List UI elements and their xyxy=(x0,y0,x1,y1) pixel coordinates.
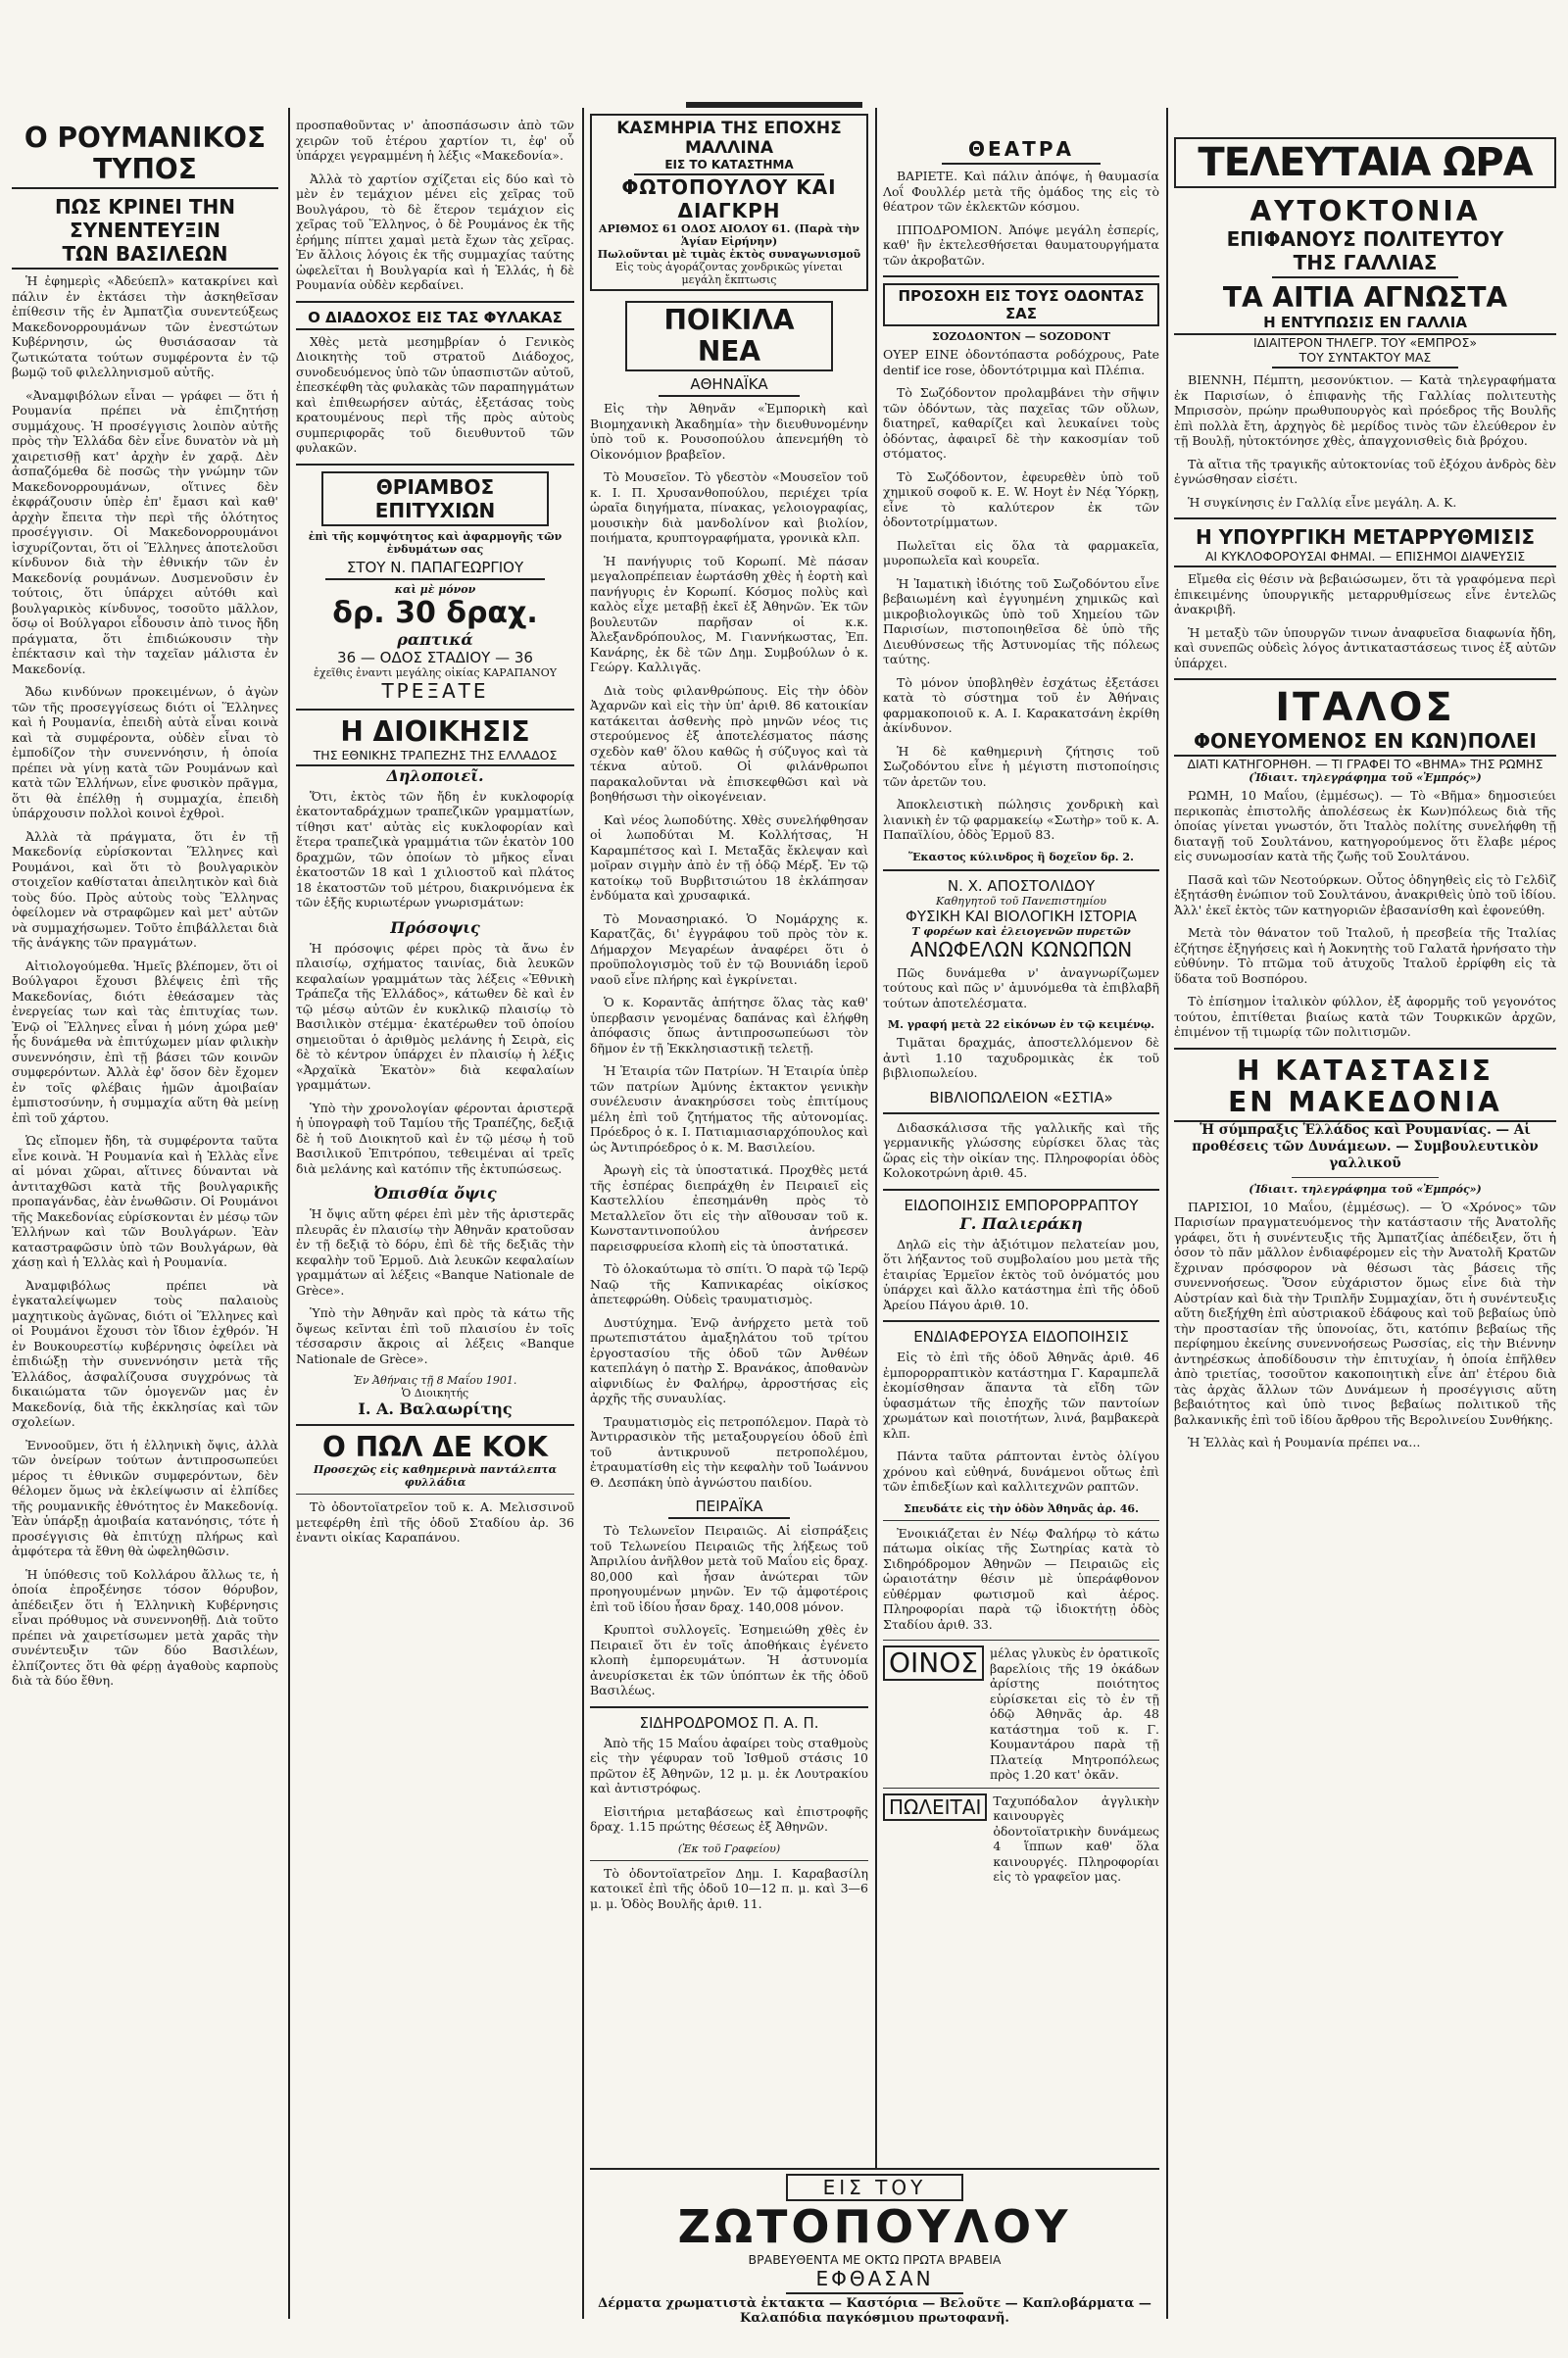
divider xyxy=(1174,678,1556,680)
subheading: Ὀπισθία ὄψις xyxy=(373,1184,497,1203)
ad-text: Μ. γραφή μετὰ 22 εἰκόνων ἐν τῷ κειμένῳ. xyxy=(887,1018,1155,1031)
article-paragraph: Πάντα ταῦτα ράπτονται ἐντὸς ὀλίγου χρόνου καὶ εὐθηνά, δυνάμενοι οὕτως ἐπὶ τῶν ἐπιδεξίων καὶ καλλιτεχνῶν ραπτῶν. xyxy=(883,1449,1159,1494)
headline-rumors: ΑΙ ΚΥΚΛΟΦΟΡΟΥΣΑΙ ΦΗΜΑΙ. — ΕΠΙΣΗΜΟΙ ΔΙΑΨΕΥΣΙΣ xyxy=(1174,549,1556,567)
ad-headline-sozodont: ΠΡΟΣΟΧΗ ΕΙΣ ΤΟΥΣ ΟΔΟΝΤΑΣ ΣΑΣ xyxy=(883,283,1159,326)
article-paragraph: Ἡ ὄψις αὕτη φέρει ἐπὶ μὲν τῆς ἀριστερᾶς πλευρᾶς ἐν πλαισίῳ τὴν Ἀθηνᾶν κρατοῦσαν ἐν τῇ δεξιᾷ τὸ δόρυ, ἐπὶ δὲ τῆς δεξιᾶς τὴν κεφαλὴν τοῦ Ἑρμοῦ. Διὰ λευκῶν κεφαλαίων γραμμάτων αἱ λέξεις «Banque Nationale de Grèce». xyxy=(296,1206,574,1298)
article-paragraph: Τιμᾶται δραχμάς, ἀποστελλόμενον δὲ ἀντὶ 1.10 ταχυδρομικὰς ἐκ τοῦ βιβλιοπωλείου. xyxy=(883,1035,1159,1080)
ad-awards: ΒΡΑΒΕΥΘΕΝΤΑ ΜΕ ΟΚΤΩ ΠΡΩΤΑ ΒΡΑΒΕΙΑ xyxy=(748,2252,1002,2267)
ad-book-title: ΦΥΣΙΚΗ ΚΑΙ ΒΙΟΛΟΓΙΚΗ ΙΣΤΟΡΙΑ xyxy=(906,907,1137,925)
article-paragraph: ΒΙΕΝΝΗ, Πέμπτη, μεσονύκτιον. — Κατὰ τηλεγραφήματα ἐκ Παρισίων, ὁ ἐπιφανὴς τῆς Γαλλίας πολιτευτὴς Μπρισσὸν, πρώην πρωθυπουργὸς καὶ πρόεδρος τῆς Βουλῆς ἐπὶ πολλὰ ἔτη, ἀρχηγὸς δὲ μερίδος τινὸς τῶν ἐλεύθερον ἐν τῇ Βουλῇ, ηὐτοκτόνησε χθὲς, ἀπαγχονισθεὶς διὰ βρόχου. xyxy=(1174,372,1556,448)
ad-author: Ν. Χ. ΑΠΟΣΤΟΛΙΔΟΥ xyxy=(947,876,1096,895)
divider xyxy=(883,275,1159,277)
ad-headline: ΠΩΛΕΙΤΑΙ xyxy=(883,1793,987,1821)
ad-headline-pol-de-kok: Ο ΠΩΛ ΔΕ ΚΟΚ xyxy=(322,1431,548,1463)
headline-kings: ΤΩΝ ΒΑΣΙΛΕΩΝ xyxy=(12,242,278,270)
article-paragraph: Ἀπὸ τῆς 15 Μαΐου ἀφαίρει τοὺς σταθμοὺς εἰς τὴν γέφυραν τοῦ Ἰσθμοῦ στάσις 10 πρῶτον ἐξ Ἀθηνῶν, 12 μ. μ. ἐκ Λουτρακίου καὶ ἀντιστρόφως. xyxy=(590,1735,868,1795)
divider xyxy=(883,1640,1159,1641)
article-source: (Ἰδιαιτ. τηλεγράφημα τοῦ «Ἐμπρός») xyxy=(1249,771,1482,784)
ad-name: Γ. Παλιεράκη xyxy=(959,1213,1083,1233)
article-paragraph: Τὸ ὀδοντοϊατρεῖον τοῦ κ. Α. Μελισσινοῦ μετεφέρθη ἐπὶ τῆς ὁδοῦ Σταδίου ἀρ. 36 ἐναντι οἰκίας Καραπάνου. xyxy=(296,1499,574,1545)
ad-headline: ΚΑΣΜΗΡΙΑ ΤΗΣ ΕΠΟΧΗΣ ΜΑΛΛΙΝΑ xyxy=(616,119,842,158)
article-paragraph: Τὸ Μουσεῖον. Τὸ γδεστὸν «Μουσεῖον τοῦ κ. Ι. Π. Χρυσανθοπούλου, περιέχει τρία ὡραῖα διηγήματα, πίνακας, γελοιογραφίας, μουσικὴν διὰ μανδολίνον καὶ βιολίον, ποιήματα, κρυπτογραφήματα, γρονικὰ κλπ. xyxy=(590,469,868,545)
divider xyxy=(296,301,574,303)
article-paragraph: «Ἀναμφιβόλων εἶναι — γράφει — ὅτι ἡ Ρουμανία πρέπει νὰ ἐπιζητήσῃ συμμάχους. Ἡ προσέγγισις λοιπὸν αὐτῆς πρὸς τὴν Ἑλλάδα δὲν εἶνε δυνατὸν νὰ μὴ χαιρετισθῇ κατ' ἀρχὴν ἐν χαρᾷ. Δὲν ἀσπαζόμεθα δὲ ποσῶς τὴν γνώμην τῶν Μακεδονορρουμάνων, οἵτινες δὲν ἐκφράζουσιν ὑπὲρ ἐπ' ἔμασι καὶ καθ' ἀρχὴν ἔπειτα τὴν περὶ τῆς ὁλότητος προσέγγισιν. Οἱ Μακεδονορρουμάνοι ἰσχυρίζονται, ὅτι οἱ Ἕλληνες ἀποτελοῦσι κίνδυνον διὰ τὴν ἐθνικήν τῶν ἐν Μακεδονίᾳ ρουμάνων. Δυσμενοῦσιν ἐν τούτοις, ὅτι ὑπάρχει αὐτόθι καὶ βουλγαρικὸς κίνδυνος, τοσοῦτο μᾶλλον, ὅσῳ οἱ Βούλγαροι εἶδουσιν ἀπὸ τινος ἤδη πράγματα, ὅτι ἐπιδιώκουσιν τὴν ἐπέκτασιν καὶ τὴν ταχεῖαν μάλιστα ἐν Μακεδονίᾳ. xyxy=(12,387,278,676)
article-paragraph: Εἰς τὴν Ἀθηνᾶν «Ἐμπορικὴ καὶ Βιομηχανικὴ Ἀκαδημία» τὴν διευθυνομένην ὑπὸ τοῦ κ. Ρουσοπούλου ἀπενεμήθη τὸ Οἰκονόμιον βραβεῖον. xyxy=(590,401,868,462)
subheading: Πρόσοψις xyxy=(390,917,480,937)
article-paragraph: Διὰ τοὺς φιλανθρώπους. Εἰς τὴν ὁδὸν Ἀχαρνῶν καὶ εἰς τὴν ὑπ' ἀριθ. 86 κατοικίαν κατάκειται ἀσθενὴς πρὸ μηνῶν νέος τις στερούμενος ἐξ ἀποτελέσματος πάσης σχεδὸν καθ' ὅλου καθῶς ἡ σύζυγος καὶ τὰ τέκνα αὐτοῦ. Οἱ φιλάνθρωποι παρακαλοῦνται νὰ ἐπισκεφθῶσι καὶ νὰ βοηθήσωσι τὴν οἰκογένειαν. xyxy=(590,682,868,804)
divider xyxy=(296,1424,574,1426)
divider xyxy=(296,464,574,466)
signature-name: Ι. Α. Βαλαωρίτης xyxy=(358,1400,513,1418)
advertisement-fotopoulos xyxy=(590,114,868,291)
article-paragraph: Ἐννοοῦμεν, ὅτι ἡ ἐλληνικὴ ὄψις, ἀλλὰ τῶν ὀνείρων τούτων ἀντιπροσωπεύει μέρος τι ἐθνικῶν συμφερόντων, δὲν θέλομεν ὅμως νὰ ἐκλείψωσιν αἱ ἐλπίδες τῆς ρουμανικῆς ἐθνότητος ἐν Μακεδονίᾳ. Ἐὰν ὑπάρξῃ ἀμοιβαία κατανόησις, τότε ἡ προσέγγισις θὰ ἐπιτύχῃ πλήρως καὶ ἀμφότερα τὰ ἔθνη θὰ ὠφεληθῶσιν. xyxy=(12,1437,278,1558)
article-paragraph: Ὁ κ. Κοραντᾶς ἀπήτησε ὅλας τὰς καθ' ὑπερβασιν γενομένας δαπάνας καὶ ἐλήφθη ἀπόφασις ὅπως ἀντιπροσωπεύωσι τὸν δῆμον ἐν τῇ Ἐκκλησιαστικῇ τελετῇ. xyxy=(590,995,868,1056)
ad-for-sale xyxy=(883,1793,1159,1885)
article-paragraph: Ὑπὸ τὴν χρονολογίαν φέρονται ἀριστερᾷ ἡ ὑπογραφὴ τοῦ Ταμίου τῆς Τραπέζης, δεξιᾷ δὲ ἡ τοῦ Διοικητοῦ καὶ ἐν τῷ μέσῳ ἡ τοῦ Βασιλικοῦ Ἐπιτρόπου, τεθειμέναι αἱ τρεῖς διὰ μελάνης καὶ κατόπιν τῆς ἐκτυπώσεως. xyxy=(296,1100,574,1176)
headline-cooperation: Ἡ σύμπραξις Ἑλλάδος καὶ Ρουμανίας. — Αἱ προθέσεις τῶν Δυνάμεων. — Συμβουλευτικὸν γαλλικοῦ xyxy=(1192,1121,1539,1171)
ad-headline: ΟΙΝΟΣ xyxy=(883,1646,984,1681)
subheading: Δηλοποιεῖ. xyxy=(386,765,484,785)
section-piraeus: ΠΕΙΡΑΪΚΑ xyxy=(668,1498,790,1519)
divider xyxy=(1174,1048,1556,1050)
article-paragraph: Ἡ Ἑλλὰς καὶ ἡ Ρουμανία πρέπει να... xyxy=(1188,1435,1421,1449)
article-paragraph: Εἰσιτήρια μεταβάσεως καὶ ἐπιστροφῆς δραχ. 1.15 πρώτης θέσεως ἐξ Ἀθηνῶν. xyxy=(590,1803,868,1834)
headline-causes-unknown: ΤΑ ΑΙΤΙΑ ΑΓΝΩΣΤΑ xyxy=(1222,281,1508,314)
column-5 xyxy=(1174,137,1556,2319)
headline-railway: ΣΙΔΗΡΟΔΡΟΜΟΣ Π. Α. Π. xyxy=(639,1713,819,1732)
article-paragraph: Τὸ Μονασηριακό. Ὁ Νομάρχης κ. Καρατζᾶς, δι' ἐγγράφου τοῦ πρὸς τὸν κ. Δήμαρχον Μεγαρέων ἀναφέρει ὅτι ὁ προϋπολογισμὸς τοῦ ἐν τῷ Βουνιάδη ἱεροῦ ναοῦ εἶνε πλήρης καὶ ἐγκρίνεται. xyxy=(590,910,868,987)
headline-impression: Η ΕΝΤΥΠΩΣΙΣ ΕΝ ΓΑΛΛΙΑ xyxy=(1174,314,1556,335)
ad-headline: ΘΡΙΑΜΒΟΣ ΕΠΙΤΥΧΙΩΝ xyxy=(321,471,549,526)
ad-cta: ΤΡΕΞΑΤΕ xyxy=(381,678,489,703)
ad-address: ΑΡΙΘΜΟΣ 61 ΟΔΟΣ ΑΙΟΛΟΥ 61. (Παρὰ τὴν Ἁγίαν Εἰρήνην) xyxy=(598,222,860,248)
article-paragraph: Τὸ Τελωνεῖον Πειραιῶς. Αἱ εἰσπράξεις τοῦ Τελωνείου Πειραιῶς τῆς λήξεως τοῦ Ἀπριλίου ἀνῆλθον μετὰ τοῦ Μαΐου εἰς δραχ. 80,000 καὶ ἦσαν ἀνώτεραι τῶν προηγουμένων μηνῶν. Ἐν τῷ ἀμφοτέροις ἐπὶ τοῦ ἰδίου ἦσαν δραχ. 140,008 μόνον. xyxy=(590,1523,868,1614)
advertisement-papageorgiou xyxy=(296,471,574,703)
article-paragraph: Πωλεῖται εἰς ὅλα τὰ φαρμακεῖα, μυροπωλεῖα καὶ κουρεῖα. xyxy=(883,537,1159,567)
article-paragraph: ΠΑΡΙΣΙΟΙ, 10 Μαΐου, (ἐμμέσως). — Ὁ «Χρόνος» τῶν Παρισίων πραγματευόμενος τὴν κατάστασιν τῆς Ἀνατολῆς γράφει, ὅτι ἡ συνέντευξις τῆς Ἀμπατζίας ἀπέδειξεν, ὅτι ἡ ὁσον τὸ πᾶν μᾶλλον ἐνδιαφέρομεν εἰς τὴν Ἀνατολῆ Κρατῶν ἔχριναν πρόσφορον νὰ θέσωσι τὰς βάσεις τῆς συνεννοήσεως. Ὅσον εὐχάριστον ὅμως εἶνε διὰ τὴν Αὐστρίαν καὶ διὰ τὴν Τριπλῆν Συμμαχίαν, ὅτι ἡ συνέντευξις αὕτη διεξήχθη ἐπὶ αὐστριακοῦ ἐδάφους καὶ τοῦ βεβαίως ὑπὸ τὴν προστασίαν τῆς ὑπονοίας, ὅτι, κατόπιν βεβαίως τῆς περίφημου ἐκείνης συνεννοήσεως Ρωσσίας, εἰς τὴν Βιέννην ἀντηρέσκως ἀποδίδουσιν τὴν ἐπιτυχίαν, ἡ ὁποία ἐπῆλθεν ἀπὸ τριετίας, τοσοῦτον κακοποιητικὴ εἶνε ἀπ' ἑτέρου διὰ τὰς ἀρχὰς ἄλλων τῶν Δυνάμεων ἡ προσέγγισις αὕτη βεβαιότητος καὶ ὑπὸ τινος βεβαίως πολιτικοῦ τῆς βαλκανικῆς ἐπὶ τοῦ ἰδίου ἄρθρου τῆς Βερολινείου Συνθήκης. xyxy=(1174,1199,1556,1427)
article-paragraph: Τὸ ὀδοντοϊατρεῖον Δημ. Ι. Καραβασίλη κατοικεῖ ἐπὶ τῆς ὁδοῦ 10—12 π. μ. καὶ 3—6 μ. μ. Ὁδὸς Βουλῆς ἀριθ. 11. xyxy=(590,1865,868,1911)
article-paragraph: Ἡ ὑπόθεσις τοῦ Κολλάρου ἄλλως τε, ἡ ὁποία ἐπροξένησε τόσον θόρυβον, ἀπέδειξεν ὅτι ἡ Ἑλληνικὴ Κυβέρνησις εἶναι πρόθυμος νὰ συνεννοηθῇ. Διὰ τοῦτο πρέπει νὰ χαιρετίσωμεν μετὰ χαρᾶς τὴν συνέντευξιν τῶν δύο Βασιλέων, ἐλπίζοντες ὅτι θὰ φέρῃ ἀγαθοὺς καρποὺς διὰ τὰ δύο ἔθνη. xyxy=(12,1566,278,1688)
article-paragraph: μέλας γλυκὺς ἐν ὁρατικοῖς βαρελίοις τῆς 19 ὀκάδων ἀρίστης ποιότητος εὑρίσκεται εἰς τὸ ἐν τῇ ὁδῷ Ἀθηνᾶς ἀρ. 48 κατάστημα τοῦ κ. Γ. Κουμαντάρου παρὰ τῇ Πλατείᾳ Μητροπόλεως πρὸς 1.20 κατ' ὀκᾶν. xyxy=(989,1646,1159,1782)
article-paragraph: Ταχυπόδαλον ἀγγλικὴν καινουργὲς ὀδοντοϊατρικὴν δυνάμεως 4 ἵππων καθ' ὅλα καινουργές. Πληροφορίαι εἰς τὸ γραφεῖον μας. xyxy=(993,1793,1159,1884)
headline-suicide: ΑΥΤΟΚΤΟΝΙΑ xyxy=(1250,195,1481,227)
column-rule xyxy=(288,108,290,2319)
article-paragraph: Ἀλλὰ τὰ πράγματα, ὅτι ἐν τῇ Μακεδονίᾳ εὐρίσκονται Ἕλληνες καὶ Ρουμάνοι, καὶ ὅτι τὸ βουλγαρικὸν στοιχεῖον καθίσταται ἀπειλητικὸν καὶ διὰ τοὺς δύο. Πρὸς αὐτοὺς τοὺς Ἕλληνας ὀφείλομεν νὰ στραφῶμεν καὶ μετ' αὐτῶν νὰ συμμαχήσωμεν. Τοῦτο ἐπιβάλλεται διὰ τῆς ἀνάγκης τῶν πραγμάτων. xyxy=(12,828,278,950)
divider xyxy=(590,1860,868,1861)
article-paragraph: Μετὰ τὸν θάνατον τοῦ Ἰταλοῦ, ἡ πρεσβεία τῆς Ἰταλίας ἐζήτησε ἐξηγήσεις καὶ ἡ Ἀοκνητὴς τοῦ Γαλατᾶ ἠρνήσατο τὴν εὐθύνην. Τὸ πτῶμα τοῦ ἀτυχοῦς Ἰταλοῦ ἐρρίφθη εἰς τὰ ὕδατα τοῦ Βοσπόρου. xyxy=(1174,925,1556,986)
column-4 xyxy=(883,137,1159,2319)
advertisement-zotopoulos xyxy=(590,2168,1159,2326)
divider xyxy=(883,1112,1159,1114)
article-paragraph: Τὸ Σωζόδοντον προλαμβάνει τὴν σῆψιν τῶν ὀδόντων, τὰς παχεῖας τῶν οὔλων, διατηρεῖ, καθαρίζει καὶ λευκαίνει τοὺς ὀδόντας, ἀφαιρεῖ δὲ τὴν κακοσμίαν τοῦ στόματος. xyxy=(883,385,1159,461)
article-paragraph: Καὶ νέος λωποδύτης. Χθὲς συνελήφθησαν οἱ λωποδύται Μ. Κολλήτσας, Ἡ Καραμπέτσος καὶ Ι. Μεταξᾶς ἔκλεψαν καὶ μοῖραν σιγμὴν ἀπὸ ἐν τῇ ὁδῷ Μέρξ. Ἐν τῷ κατοίκῳ τοῦ Βυρβιτσιώτου 18 ἐκλάπησαν ἐνδύματα καὶ χρυσαφικά. xyxy=(590,811,868,903)
ad-price: Ἕκαστος κύλινδρος ἢ δοχεῖον δρ. 2. xyxy=(908,850,1134,863)
ad-text: Σπευδάτε εἰς τὴν ὁδὸν Ἀθηνᾶς ἀρ. 46. xyxy=(904,1501,1139,1515)
article-paragraph: Ὑπὸ τὴν Ἀθηνᾶν καὶ πρὸς τὰ κάτω τῆς ὄψεως κεῖνται ἐπὶ τοῦ πλαισίου ἐν τοῖς τέσσαρσιν ἄκροις αἱ λέξεις «Banque Nationale de Grèce». xyxy=(296,1305,574,1366)
ad-arrived: ΕΦΘΑΣΑΝ xyxy=(786,2267,963,2294)
headline-theatres: ΘΕΑΤΡΑ xyxy=(942,137,1101,165)
ad-text: ἐπὶ τῆς κομψότητος καὶ ἀφαρμογῆς τῶν ἐνδυμάτων σας xyxy=(308,529,563,556)
headline-macedonia: ΕΝ ΜΑΚΕΔΟΝΙΑ xyxy=(1174,1087,1556,1122)
top-rule xyxy=(686,102,862,108)
divider xyxy=(296,709,574,711)
divider xyxy=(883,1520,1159,1521)
divider xyxy=(1292,1177,1439,1178)
article-paragraph: Χθὲς μετὰ μεσημβρίαν ὁ Γενικὸς Διοικητὴς τοῦ στρατοῦ Διάδοχος, συνοδευόμενος ὑπὸ τῶν ὑπασπιστῶν αὐτοῦ, ἐπεσκέφθη τὰς φυλακὰς τῶν παραπηγμάτων καὶ ἐπιθεωρήσεν αὐτάς, ἐξετάσας τοὺς κρατουμένους περὶ τῆς πρὸς αὐτοὺς συμπεριφορᾶς τοῦ διευθυντοῦ τῶν φυλακῶν. xyxy=(296,333,574,455)
ad-text: ἐχεῖθις ἐναντι μεγάλης οἰκίας ΚΑΡΑΠΑΝΟΥ xyxy=(314,665,557,679)
headline-italian: ΙΤΑΛΟΣ xyxy=(1275,685,1455,730)
article-paragraph: ΡΩΜΗ, 10 Μαΐου, (ἐμμέσως). — Τὸ «Βῆμα» δημοσιεύει περικοπὰς ἐπιστολῆς ἀπολέσεως ἐκ Κων)πόλεως διὰ τῆς ὁποίας γίνεται γνωστόν, ὅτι Ἰταλὸς πολίτης συνελήφθη τῇ διαταγῇ τοῦ Σουλτάνου, κατηγορούμενος ὅτι ἔλαβε μέρος εἰς συνωμοσίαν κατὰ τῆς ζωῆς τοῦ Σουλτάνου. xyxy=(1174,788,1556,863)
article-paragraph: Ἀλλὰ τὸ χαρτίον σχίζεται εἰς δύο καὶ τὸ μὲν ἐν τεμάχιον μένει εἰς χεῖρας τοῦ Βουλγάρου, τὸ δὲ ἕτερον τεμάχιον εἰς χεῖρας τοῦ Ἕλληνος, ὁ δὲ Ρουμάνος ἐκ τῆς ἐρήμης πίπτει χαμαὶ μετὰ ἔχων τὰς χεῖρας. Ἐν ἄλλοις λόγοις ἐκ τῆς συμμαχίας ταύτης ὠφελεῖται ἡ Βουλγαρία καὶ ἡ Ἑλλάς, ἡ δὲ Ρουμανία οὐδὲν κερδαίνει. xyxy=(296,171,574,292)
section-athenian: ΑΘΗΝΑΪΚΑ xyxy=(659,375,800,397)
ad-address: 36 — ΟΔΟΣ ΣΤΑΔΙΟΥ — 36 xyxy=(337,648,533,666)
article-paragraph: ΙΠΠΟΔΡΟΜΙΟΝ. Ἀπόψε μεγάλη ἐσπερίς, καθ' ἣν ἐκτελεσθήσεται θαυματουργήματα τῶν ἀκροβατῶν. xyxy=(883,221,1159,268)
ad-products: Δέρματα χρωματιστὰ ἐκτακτα — Καστόρια — Βελοῦτε — Καπλοβάρματα — Καλαπόδια παγκόσμιου πρωτοφανῆ. xyxy=(598,2296,1152,2326)
article-paragraph: Τραυματισμὸς εἰς πετροπόλεμον. Παρὰ τὸ Ἀντιρρασικὸν τῆς μεταξουργείου ὁδοῦ ἐπὶ τοῦ ἀντικρυνοῦ πετροπολέμου, ἐτραυματίσθη εἰς τὴν κεφαλὴν τοῦ Ἰωάννου Θ. Δεσπάκη ὑπὸ ἀγνώστου παιδίου. xyxy=(590,1413,868,1490)
article-paragraph: Τὰ αἴτια τῆς τραγικῆς αὐτοκτονίας τοῦ ἐξόχου ἀνδρὸς δὲν ἐγνώσθησαν εἰσέτι. xyxy=(1174,456,1556,486)
article-paragraph: Ἀποκλειστικὴ πώλησις χονδρικὴ καὶ λιανικὴ ἐν τῷ φαρμακείῳ «Σωτὴρ» τοῦ κ. Α. Παπαϊλίου, ὁδὸς Ἑρμοῦ 83. xyxy=(883,797,1159,842)
headline-national-bank: ΤΗΣ ΕΘΝΙΚΗΣ ΤΡΑΠΕΖΗΣ ΤΗΣ ΕΛΛΑΔΟΣ xyxy=(296,748,574,766)
headline-ministerial-reform: Η ΥΠΟΥΡΓΙΚΗ ΜΕΤΑΡΡΥΘΜΙΣΙΣ xyxy=(1195,525,1536,549)
headline-romanian-press: Ο ΡΟΥΜΑΝΙΚΟΣ ΤΥΠΟΣ xyxy=(12,123,278,189)
article-paragraph: Ἡ συγκίνησις ἐν Γαλλίᾳ εἶνε μεγάλη. Α. Κ. xyxy=(1188,494,1457,510)
article-paragraph: προσπαθοῦντας ν' ἀποσπάσωσιν ἀπὸ τῶν χειρῶν τοῦ ἑτέρου χαρτίον τι, ἐφ' οὗ ὑπάρχει γεγραμμένη ἡ λέξις «Μακεδονία». xyxy=(296,118,574,163)
divider xyxy=(883,1788,1159,1789)
divider xyxy=(590,1706,868,1708)
divider xyxy=(883,1189,1159,1191)
article-paragraph: Τὸ ἐπίσημον ἰταλικὸν φύλλον, ἐξ ἀφορμῆς τοῦ γεγονότος τούτου, ἐπιτίθεται βιαίως κατὰ τῶν Τουρκικῶν ἀρχῶν, ἐπιμένον τῇ τιμωρίᾳ τῶν πολιτισμῶν. xyxy=(1174,994,1556,1039)
article-source: (Ἰδιαιτ. τηλεγράφημα τοῦ «Ἐμπρός») xyxy=(1249,1182,1482,1196)
ad-product-name: ΣΟΖΟΔΟΝΤΟΝ — SOZODONT xyxy=(931,330,1111,343)
article-source: (Ἐκ τοῦ Γραφείου) xyxy=(677,1842,781,1855)
article-paragraph: Τὸ ὁλοκαύτωμα τὸ σπίτι. Ὁ παρὰ τῷ Ἱερῷ Ναῷ τῆς Καπνικαρέας οἰκίσκος ἀπετεφρώθη. Οὐδεὶς τραυματισμὸς. xyxy=(590,1261,868,1306)
ad-text: ραπτικά xyxy=(397,629,473,649)
headline-correspondent: ΤΟΥ ΣΥΝΤΑΚΤΟΥ ΜΑΣ xyxy=(1272,350,1458,368)
article-paragraph: Διδασκάλισσα τῆς γαλλικῆς καὶ τῆς γερμανικῆς γλώσσης εὑρίσκει ὅλας τὰς ὥρας εἰς τὴν οἰκίαν της. Πληροφορίαι ὁδὸς Κολοκοτρώνη ἀριθ. 45. xyxy=(883,1119,1159,1180)
headline-interesting-notice: ΕΝΔΙΑΦΕΡΟΥΣΑ ΕΙΔΟΠΟΙΗΣΙΣ xyxy=(913,1328,1129,1346)
article-paragraph: Εἰς τὸ ἐπὶ τῆς ὁδοῦ Ἀθηνᾶς ἀριθ. 46 ἐμπορορραπτικὸν κατάστημα Γ. Καραμπελᾶ ἐκομίσθησαν ἅπαντα τὰ εἴδη τῶν ὑφασμάτων τῆς ἐποχῆς τῶν παντοίων χρωμάτων καὶ ποιοτήτων, λινά, βαμβακερὰ κλπ. xyxy=(883,1350,1159,1441)
column-rule xyxy=(1166,108,1168,2319)
headline-why-accused: ΔΙΑΤΙ ΚΑΤΗΓΟΡΗΘΗ. — ΤΙ ΓΡΑΦΕΙ ΤΟ «ΒΗΜΑ» ΤΗΣ ΡΩΜΗΣ xyxy=(1187,757,1544,771)
ad-text: Προσεχῶς εἰς καθημερινὰ παντάλεπτα φυλλάδια xyxy=(313,1463,558,1489)
article-paragraph: Εἴμεθα εἰς θέσιν νὰ βεβαιώσωμεν, ὅτι τὰ γραφόμενα περὶ ἐπικειμένης ὑπουργικῆς μεταρρυθμίσεως εἶνε ἐντελῶς ἀνακριβῆ. xyxy=(1174,571,1556,616)
headline-poikila-nea: ΠΟΙΚΙΛΑ ΝΕΑ xyxy=(625,301,833,371)
column-rule xyxy=(875,108,877,2319)
ad-shop-name: ΖΩΤΟΠΟΥΛΟΥ xyxy=(677,2200,1072,2253)
article-paragraph: Ὅτι, ἐκτὸς τῶν ἤδη ἐν κυκλοφορίᾳ ἑκατονταδράχμων τραπεζικῶν γραμματίων, τίθησι κατ' αὐτὰς εἰς κυκλοφορίαν καὶ ἕτερα τραπεζικὰ γραμμάτια τῶν ἑκατὸν 100 δραχμῶν, τῶν ὁποίων τὸ μῆκος εἶναι ἑκατοστῶν 18 καὶ 1 χιλιοστοῦ καὶ πλάτος 18 ἑκατοστῶν τοῦ μέτρου, διακρινόμενα ἐκ τῶν ἑξῆς κυριωτέρων γνωρισμάτων: xyxy=(296,788,574,909)
headline-administration: Η ΔΙΟΙΚΗΣΙΣ xyxy=(340,714,530,748)
headline-crown-prince-prisons: Ο ΔΙΑΔΟΧΟΣ ΕΙΣ ΤΑΣ ΦΥΛΑΚΑΣ xyxy=(296,309,574,330)
ad-shop-name: ΣΤΟΥ Ν. ΠΑΠΑΓΕΩΡΓΙΟΥ xyxy=(325,559,545,580)
headline-murdered-constantinople: ΦΟΝΕΥΟΜΕΝΟΣ ΕΝ ΚΩΝ)ΠΟΛΕΙ xyxy=(1174,729,1556,757)
article-paragraph: Ἡ πανήγυρις τοῦ Κορωπί. Μὲ πάσαν μεγαλοπρέπειαν ἑωρτάσθη χθὲς ἡ ἑορτὴ καὶ πανήγυρις ἐν Κορωπί. Κόσμος πολὺς καὶ καλὸς εἶχε μεταβῇ ἐκεῖ ἐξ Ἀθηνῶν. Ἐκ τῶν βουλευτῶν παρῆσαν οἱ κ.κ. Ἀλεξανδρόπουλος, Μ. Γιαννήκωστας, Ἐπ. Κανάρης, ἐκ δὲ τῶν Δημ. Συμβούλων ὁ κ. Γεώργ. Καλλιγᾶς. xyxy=(590,553,868,674)
headline-politician: ΕΠΙΦΑΝΟΥΣ ΠΟΛΙΤΕΥΤΟΥ xyxy=(1226,227,1504,251)
divider xyxy=(883,869,1159,871)
article-paragraph: Ἄδω κινδύνων προκειμένων, ὁ ἀγὼν τῶν τῆς προσεγγίσεως διότι οἱ Ἕλληνες καὶ ἡ Ρουμανία, ἐπειδὴ αὐτὰ εἶναι κοινὰ καὶ τὰ συμφέροντα, οὐδὲν εἶναι τὸ ἐμποδίζον τὴν συνεννόησιν, ἡ ὁποία πρέπει νὰ γίνῃ κατὰ τῶν Ρουμάνων καὶ κατὰ τῶν Ἑλλήνων, εἶνε φυσικὸν πρᾶγμα, ὅτι θὰ ἐπέλθῃ ἡ συμμαχία, ἐπειδὴ ὑπάρχουσιν πολλοὶ κοινοὶ ἐχθροὶ. xyxy=(12,684,278,820)
article-paragraph: Αἰτιολογούμεθα. Ἡμεῖς βλέπομεν, ὅτι οἱ Βούλγαροι ἔχουσι βλέψεις ἐπὶ τῆς Μακεδονίας, διότι ἐθεάσαμεν τὰς ἐνεργείας των καὶ τὰς ἐπιτυχίας των. Ἐνῷ οἱ Ἕλληνες εἶναι ἡ μόνη χώρα μεθ' ἧς δυνάμεθα νὰ ἐπιτύχωμεν μίαν φιλικὴν συνεννόησιν, ἐπὶ τῇ βάσει τῶν κοινῶν συμφερόντων. Ἀλλὰ ἐφ' ὅσον δὲν ἔχομεν ἐν τοῖς φλέβαις ἡμῶν ἀμοιβαίαν ἐμπιστοσύνην, ἡ συμμαχία αὕτη θὰ μείνῃ ἐπὶ τοῦ χάρτου. xyxy=(12,958,278,1125)
ad-text: Τ φορέων καὶ ἐλειογενῶν πυρετῶν xyxy=(911,924,1131,938)
article-paragraph: Ἀρωγὴ εἰς τὰ ὑποστατικά. Προχθὲς μετά τῆς ἐσπέρας διεπράχθη ἐν Πειραιεῖ εἰς Καστελλίου ἐπεσημάνθη πρὸς τὸ Μεταλλεῖον ὅτι εἰς τὴν αἴθουσαν τοῦ κ. Κωνσταντινοπούλου ἀνήρεσεν παρεισφρυείσα κλοπὴ εἰς τὰ ὑποστατικά. xyxy=(590,1162,868,1253)
article-paragraph: Δυστύχημα. Ἐνῷ ἀνήρχετο μετὰ τοῦ πρωτεπιστάτου ἀμαξηλάτου τοῦ τρίτου ἐργοστασίου τῆς ὁδοῦ τῶν Ἀνθέων κατεπλάγη ὁ πατὴρ Σ. Βρανάκος, ἀποθανὼν αἰφνιδίως ἐν Φαλήρῳ, ἀρροστήσας εἰς ἀρχῆς τῆς συναυλίας. xyxy=(590,1314,868,1405)
ad-text: Πωλοῦνται μὲ τιμὰς ἐκτὸς συναγωνισμοῦ xyxy=(597,248,861,261)
article-paragraph: Δηλῶ εἰς τὴν ἀξιότιμον πελατείαν μου, ὅτι λήξαντος τοῦ συμβολαίου μου μετὰ τῆς ἑταιρίας Ἐρμεῖον ἐκτὸς τοῦ ὀνόματός μου ὑπάρχει καὶ ἄλλο κατάστημα ἐπὶ τῆς ὁδοῦ Ἀρείου Πάγου ἀριθ. 10. xyxy=(883,1236,1159,1312)
ad-price: δρ. 30 δραχ. xyxy=(332,595,538,630)
headline-last-hour: ΤΕΛΕΥΤΑΙΑ ΩΡΑ xyxy=(1174,137,1556,188)
column-1 xyxy=(12,123,278,2319)
article-paragraph: Ὡς εἴπομεν ἤδη, τὰ συμφέροντα ταῦτα εἶνε κοινὰ. Ἡ Ρουμανία καὶ ἡ Ἑλλὰς εἶνε αἱ μόναι χῶραι, αἵτινες δύνανται νὰ ἀντιταχθῶσι κατὰ τῆς βουλγαρικῆς προπαγάνδας, ἐὰν ἑνωθῶσιν. Οἱ Ρουμάνοι τῆς Μακεδονίας εὑρίσκονται ἐν μέσῳ τῶν Ἑλλήνων καὶ τῶν Βουλγάρων. Ἐὰν καταστραφῶσιν ὑπὸ τῶν Βουλγάρων, θὰ χάσῃ καὶ ἡ Ἑλλὰς καὶ ἡ Ρουμανία. xyxy=(12,1133,278,1269)
column-3 xyxy=(590,114,868,2319)
article-paragraph: Ἀναμφιβόλως πρέπει νὰ ἐγκαταλείψωμεν τοὺς παλαιοὺς μαχητικοὺς ἀγῶνας, διότι οἱ Ἕλληνες καὶ οἱ Ρουμάνοι ἔχουσι τὸν ἴδιον ἐχθρόν. Ἡ ἐν Βουκουρεστίῳ κυβέρνησις ὀφείλει νὰ ἐπιδιώξῃ τὴν συνεννόησιν μετὰ τῆς Ἑλλάδος, ἀσφαλίζουσα συγχρόνως τὰ δικαιώματα τῶν ὁμογενῶν μας ἐν Μακεδονίᾳ, διὰ τῆς ἐκκλησίας καὶ τῶν σχολείων. xyxy=(12,1277,278,1429)
article-paragraph: Πασᾶ καὶ τῶν Νεοτούρκων. Οὗτος ὁδηγηθεὶς εἰς τὸ Γελδὶζ ἐξητάσθη ἐνώπιον τοῦ Σουλτάνου, ἀνακριθεὶς ὑπὸ τοῦ ἰδίου. Ἀλλ' ἐκεῖ ἐκτὸς τῶν κατηγοριῶν ἐβασανίσθη καὶ ἐφονεύθη. xyxy=(1174,871,1556,917)
ad-text: ΕΙΣ ΤΟ ΚΑΤΑΣΤΗΜΑ xyxy=(634,158,824,175)
article-paragraph: Κρυπτοὶ συλλογεῖς. Ἐσημειώθη χθὲς ἐν Πειραιεῖ ὅτι ἐν τοῖς ἀποθήκαις ἐγένετο κλοπὴ ἐμπορευμάτων. Ἡ ἀστυνομία ἀνευρίσκεται ἐκ τῶν ὑπόπτων ἐκ τῆς ὁδοῦ Βασιλέως. xyxy=(590,1622,868,1697)
signature-date: Ἐν Ἀθήναις τῇ 8 Μαΐου 1901. xyxy=(353,1374,517,1387)
headline-tailor-notice: ΕΙΔΟΠΟΙΗΣΙΣ ΕΜΠΟΡΟΡΡΑΠΤΟΥ xyxy=(904,1196,1139,1214)
ad-bookshop: ΒΙΒΛΙΟΠΩΛΕΙΟΝ «ΕΣΤΙΑ» xyxy=(929,1088,1113,1106)
article-paragraph: ΒΑΡΙΕΤΕ. Καὶ πάλιν ἀπόψε, ἡ θαυμασία Λοΐ Φουλλέρ μετὰ τῆς ὁμάδος της εἰς τὸ θέατρον τῶν ἐκλεκτῶν κόσμου. xyxy=(883,169,1159,214)
article-paragraph: Ἡ ἐφημερὶς «Ἀδεύεπλ» κατακρίνει καὶ πάλιν ἐν ἐκτάσει τὴν ἀσκηθεῖσαν ἐπίθεσιν τῆς ἐν Ἀμπατζὶα συνεντεύξεως Μακεδονορρουμάνων τῶν ἐνεστώτων Κυβέρνησιν, ὡς θυσιάσασαν τὰ ζωτικώτατα τούτων συμφέροντα ἐν τῷ βωμῷ τοῦ φιλελληνισμοῦ αὐτῆς. xyxy=(12,273,278,379)
column-2 xyxy=(296,114,574,2319)
headline-france: ΤΗΣ ΓΑΛΛΙΑΣ xyxy=(1272,251,1458,278)
article-paragraph: Τὸ μόνον ὑποβληθὲν ἐσχάτως ἐξετάσει κατὰ τὸ σύστημα τοῦ ἐν Ἀθήναις φαρμακοποιοῦ κ. Α. Ι. Καρακατσάνη ἐκρίθη ἀκίνδυνον. xyxy=(883,674,1159,735)
article-paragraph: Ἡ πρόσοψις φέρει πρὸς τὰ ἄνω ἐν πλαισίῳ, σχήματος ταινίας, διὰ λευκῶν κεφαλαίων γραμμάτων τὰς λέξεις «Ἐθνικὴ Τράπεζα τῆς Ἑλλάδος», κάτωθεν δὲ καὶ ἐν τῷ μέσῳ αὐτῶν ἐν κυκλικῷ πλαισίῳ τὸ Βασιλικὸν στέμμα· ἑκατέρωθεν τοῦ ὁποίου σημειοῦται ὁ ἀριθμὸς μελάνης ἡ Σειρὰ, εἰς δὲ τὸ κέντρον ὑπάρχει ἐν πλαισίῳ ἡ λέξις «Ἀρχαϊκὰ Ἑκατὸν» διὰ κεφαλαίων γραμμάτων. xyxy=(296,940,574,1092)
article-paragraph: Ἡ Ἰαματικὴ ἰδιότης τοῦ Σωζοδόντου εἶνε βεβαιωμένη καὶ ἐγγυημένη χημικῶς καὶ μικροβιολογικῶς ὑπὸ τοῦ Χημείου τῶν Παρισίων, πιστοποιηθεῖσα δὲ ὑπὸ τῆς Διευθύνσεως τῆς Ἀστυνομίας τῆς πόλεως ταύτης. xyxy=(883,575,1159,666)
article-paragraph: Πῶς δυνάμεθα ν' ἀναγνωρίζωμεν τούτους καὶ πῶς ν' ἀμυνόμεθα τὰ ἐπιβλαβῆ τούτων ἀποτελέσματα. xyxy=(883,964,1159,1010)
signature-title: Ὁ Διοικητής xyxy=(401,1387,469,1400)
divider xyxy=(883,1320,1159,1322)
divider xyxy=(1174,517,1556,519)
ad-text: ΕΙΣ ΤΟΥ xyxy=(786,2174,963,2201)
ad-shop-name: ΦΩΤΟΠΟΥΛΟΥ ΚΑΙ ΔΙΑΓΚΡΗ xyxy=(621,175,837,222)
article-paragraph: ΟΥΕΡ ΕΙΝΕ ὀδοντόπαστα ροδόχρους, Pate dentif ice rose, ὀδοντότριμμα καὶ Πλέπια. xyxy=(883,347,1159,377)
article-paragraph: Τὸ Σωζόδοντον, ἐφευρεθὲν ὑπὸ τοῦ χημικοῦ σοφοῦ κ. Ε. W. Hoyt ἐν Νέᾳ Ὑόρκῃ, εἶνε τὸ καλύτερον ἐκ τῶν ὀδοντοτρίμματων. xyxy=(883,468,1159,529)
ad-text: Εἰς τοὺς ἀγοράζοντας χονδρικῶς γίνεται μεγάλη ἔκπτωσις xyxy=(615,261,843,286)
headline-telegram: ΙΔΙΑΙΤΕΡΟΝ ΤΗΛΕΓΡ. ΤΟΥ «ΕΜΠΡΟΣ» xyxy=(1252,335,1478,350)
article-paragraph: Ἐνοικιάζεται ἐν Νέῳ Φαλήρῳ τὸ κάτω πάτωμα οἰκίας τῆς Σωτηρίας κατὰ τὸ Σιδηρόδρομον Ἀθηνῶν — Πειραιῶς εἰς ὡραιοτάτην θέσιν μὲ ὑπεράφθονον εὐθέρμαν φωτισμοῦ καὶ ἀέρος. Πληροφορίαι παρὰ τῷ ἰδιοκτήτῃ ὁδὸς Σταδίου ἀριθ. 33. xyxy=(883,1525,1159,1632)
article-paragraph: Ἡ Ἑταιρία τῶν Πατρίων. Ἡ Ἑταιρία ὑπὲρ τῶν πατρίων Ἀμύνης ἐκτακτον γενικὴν συνέλευσιν ἀνακηρύσσει τοὺς ἐπιτίμους μέλη ἐπὶ τοῦ ζητήματος τῆς αὐτονομίας. Πρόεδρος ὁ κ. Ι. Πατιαμιασιαρχόπουλος καὶ ὡς Ἀντιπρόεδρος ὁ κ. Μ. Βασιλείου. xyxy=(590,1063,868,1154)
ad-book-subject: ΑΝΩΦΕΛΩΝ ΚΩΝΩΠΩΝ xyxy=(909,937,1133,961)
ad-text: Καθηγητοῦ τοῦ Πανεπιστημίου xyxy=(936,894,1106,908)
article-paragraph: Ἡ δὲ καθημερινὴ ζήτησις τοῦ Σωζοδόντου εἶνε ἡ μέγιστη πιστοποίησις τῶν ἀρετῶν του. xyxy=(883,743,1159,789)
ad-wine xyxy=(883,1646,1159,1783)
headline-situation: Η ΚΑΤΑΣΤΑΣΙΣ xyxy=(1237,1054,1494,1087)
ad-text: καὶ μὲ μόνον xyxy=(394,582,476,596)
headline-how-it-judges: ΠΩΣ ΚΡΙΝΕΙ ΤΗΝ ΣΥΝΕΝΤΕΥΞΙΝ xyxy=(55,195,235,242)
column-rule xyxy=(582,108,584,2319)
divider xyxy=(296,1494,574,1495)
article-paragraph: Ἡ μεταξὺ τῶν ὑπουργῶν τινων ἀναφυεῖσα διαφωνία ἤδη, καὶ συνεπῶς οὐδεὶς λόγος ἀντικαταστάσεως τινος ἐξ αὐτῶν ὑπάρχει. xyxy=(1174,624,1556,670)
